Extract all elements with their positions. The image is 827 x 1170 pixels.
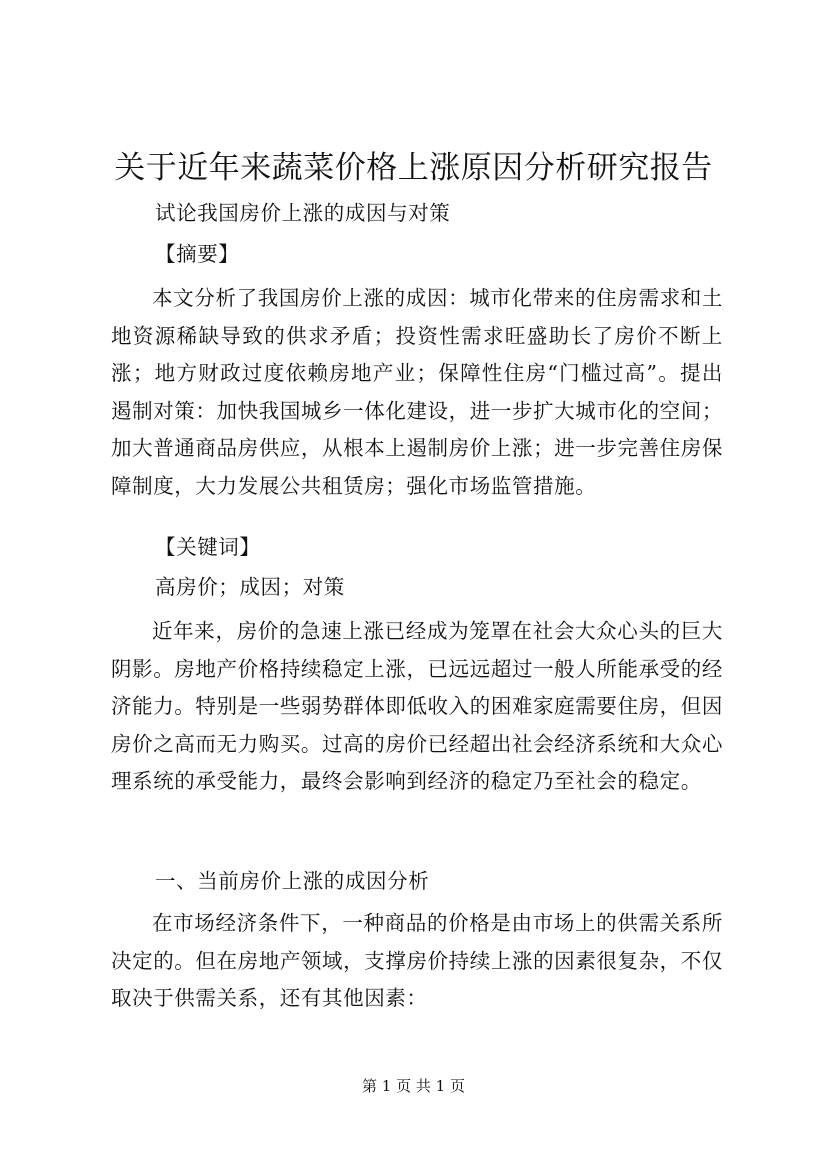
document-subtitle: 试论我国房价上涨的成因与对策: [155, 201, 451, 225]
page-footer: 第 1 页 共 1 页: [362, 1077, 465, 1095]
keywords-heading: 【关键词】: [155, 535, 261, 559]
intro-paragraph: 近年来，房价的急速上涨已经成为笼罩在社会大众心头的巨大阴影。房地产价格持续稳定上涨，已远远超过一般人所能承受的经济能力。特别是一些弱势群体即低收入的困难家庭需要住房，但因房价之高而无力购买。过高的房价已经超出社会经济系统和大众心理系统的承受能力，最终会影响到经济的稳定乃至社会的稳定。: [111, 619, 723, 793]
abstract-paragraph: 本文分析了我国房价上涨的成因：城市化带来的住房需求和土地资源稀缺导致的供求矛盾；投资性需求旺盛助长了房价不断上涨；地方财政过度依赖房地产业；保障性住房“门槛过高”。提出遏制对策：加快我国城乡一体化建设，进一步扩大城市化的空间；加大普通商品房供应，从根本上遏制房价上涨；进一步完善住房保障制度，大力发展公共租赁房；强化市场监管措施。: [111, 286, 723, 498]
section-heading: 一、当前房价上涨的成因分析: [155, 869, 430, 893]
document-title: 关于近年来蔬菜价格上涨原因分析研究报告: [114, 150, 713, 186]
keywords-text: 高房价；成因；对策: [155, 575, 345, 599]
abstract-heading: 【摘要】: [155, 242, 240, 266]
section-paragraph: 在市场经济条件下，一种商品的价格是由市场上的供需关系所决定的。但在房地产领域，支撑房价持续上涨的因素很复杂，不仅取决于供需关系，还有其他因素：: [111, 911, 723, 1010]
